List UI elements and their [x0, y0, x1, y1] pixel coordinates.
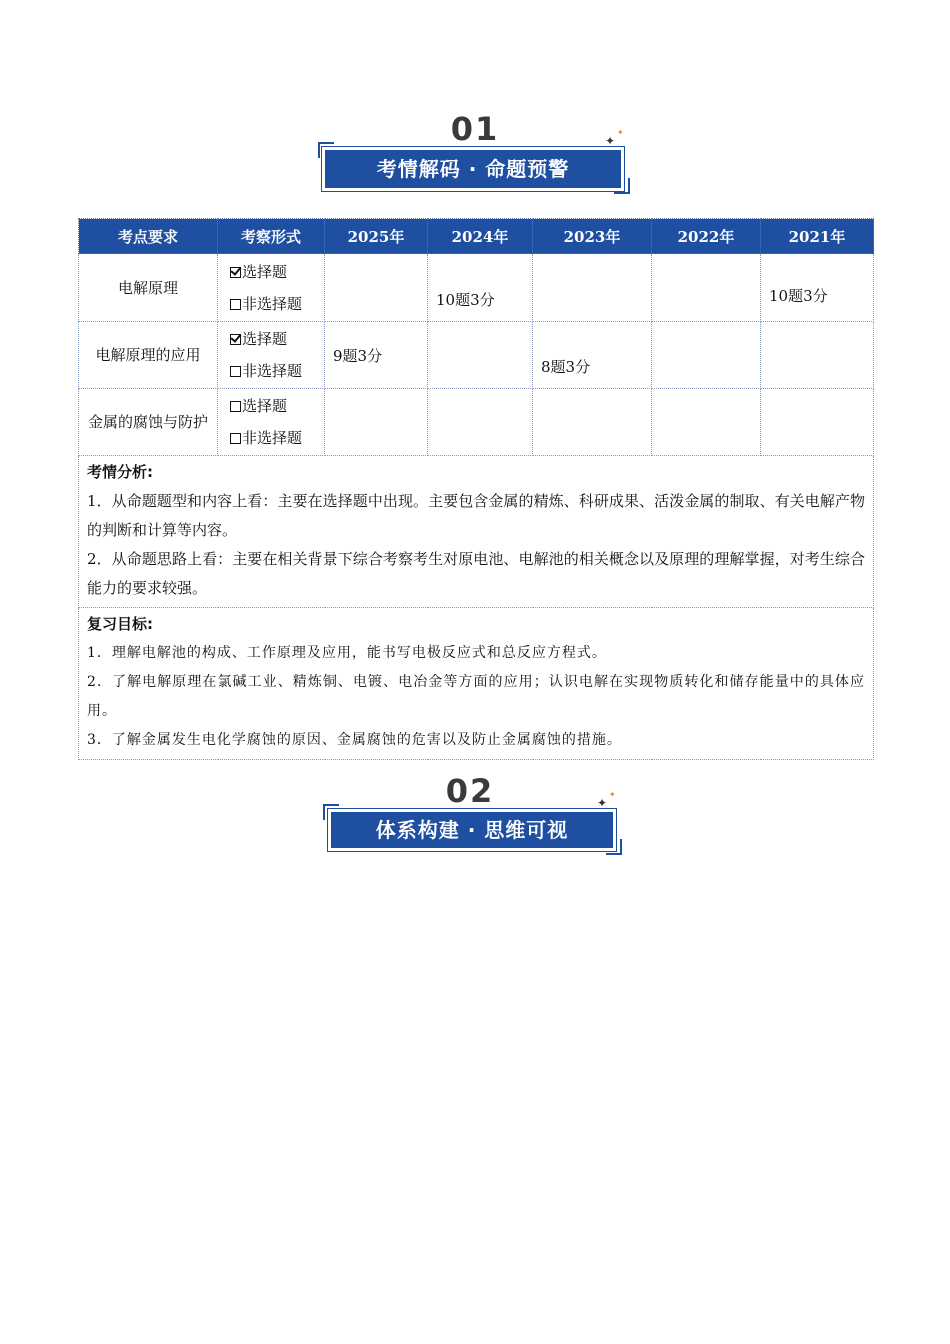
analysis-row: [79, 456, 874, 608]
analysis-section: [79, 456, 874, 608]
year-cell: 10题3分: [428, 254, 533, 322]
unchecked-box-icon: [230, 401, 241, 412]
section-banner-01: [0, 110, 950, 190]
column-header: 考察形式: [218, 219, 325, 254]
sparkle-icon: ✦: [617, 128, 624, 137]
topic-cell: 金属的腐蚀与防护: [79, 389, 218, 456]
goal-item: 3．了解金属发生电化学腐蚀的原因、金属腐蚀的危害以及防止金属腐蚀的措施。: [87, 732, 622, 748]
section-number: 02: [445, 772, 495, 810]
goal-item: 1．理解电解池的构成、工作原理及应用，能书写电极反应式和总反应方程式。: [87, 645, 607, 661]
goals-section: [79, 608, 874, 760]
column-header: 考点要求: [79, 219, 218, 254]
year-cell: [533, 254, 652, 322]
section-banner-02: [0, 772, 950, 852]
column-header: 2025年: [325, 219, 428, 254]
year-cell: [652, 322, 761, 389]
section-title: 体系构建 · 思维可视: [331, 812, 613, 848]
section-title: 考情解码 · 命题预警: [325, 150, 621, 188]
form-cell: 选择题 非选择题: [218, 254, 325, 322]
year-cell: [652, 389, 761, 456]
unchecked-box-icon: [230, 299, 241, 310]
bracket-decoration: [606, 839, 622, 855]
column-header: 2023年: [533, 219, 652, 254]
goal-item: 2．了解电解原理在氯碱工业、精炼铜、电镀、电冶金等方面的应用；认识电解在实现物质转化和储存能量中的具体应用。: [87, 674, 865, 719]
table-row: [79, 254, 874, 322]
form-cell: 选择题 非选择题: [218, 389, 325, 456]
sparkle-icon: ✦: [605, 134, 616, 148]
section-number: 01: [450, 110, 500, 148]
column-header: 2021年: [761, 219, 874, 254]
analysis-item: 2．从命题思路上看：主要在相关背景下综合考察考生对原电池、电解池的相关概念以及原理的理解掌握，对考生综合能力的要求较强。: [87, 550, 865, 597]
sparkle-icon: ✦: [609, 790, 616, 799]
checked-box-icon: [230, 334, 241, 345]
year-cell: 10题3分: [761, 254, 874, 322]
year-cell: [325, 254, 428, 322]
table-row: [79, 322, 874, 389]
year-cell: [761, 389, 874, 456]
sparkle-icon: ✦: [597, 796, 608, 810]
topic-cell: 电解原理的应用: [79, 322, 218, 389]
checked-box-icon: [230, 267, 241, 278]
analysis-title: 考情分析:: [87, 463, 153, 481]
exam-analysis-table: [78, 218, 874, 760]
column-header: 2024年: [428, 219, 533, 254]
year-cell: 8题3分: [533, 322, 652, 389]
table-header-row: [79, 219, 874, 254]
topic-cell: 电解原理: [79, 254, 218, 322]
unchecked-box-icon: [230, 366, 241, 377]
year-cell: [761, 322, 874, 389]
goals-row: [79, 608, 874, 760]
year-cell: [652, 254, 761, 322]
analysis-item: 1．从命题题型和内容上看：主要在选择题中出现。主要包含金属的精炼、科研成果、活泼金属的制取、有关电解产物的判断和计算等内容。: [87, 492, 865, 539]
table-row: [79, 389, 874, 456]
year-cell: [325, 389, 428, 456]
year-cell: [533, 389, 652, 456]
goals-title: 复习目标:: [87, 615, 153, 633]
bracket-decoration: [614, 178, 630, 194]
year-cell: 9题3分: [325, 322, 428, 389]
unchecked-box-icon: [230, 433, 241, 444]
year-cell: [428, 389, 533, 456]
column-header: 2022年: [652, 219, 761, 254]
year-cell: [428, 322, 533, 389]
form-cell: 选择题 非选择题: [218, 322, 325, 389]
